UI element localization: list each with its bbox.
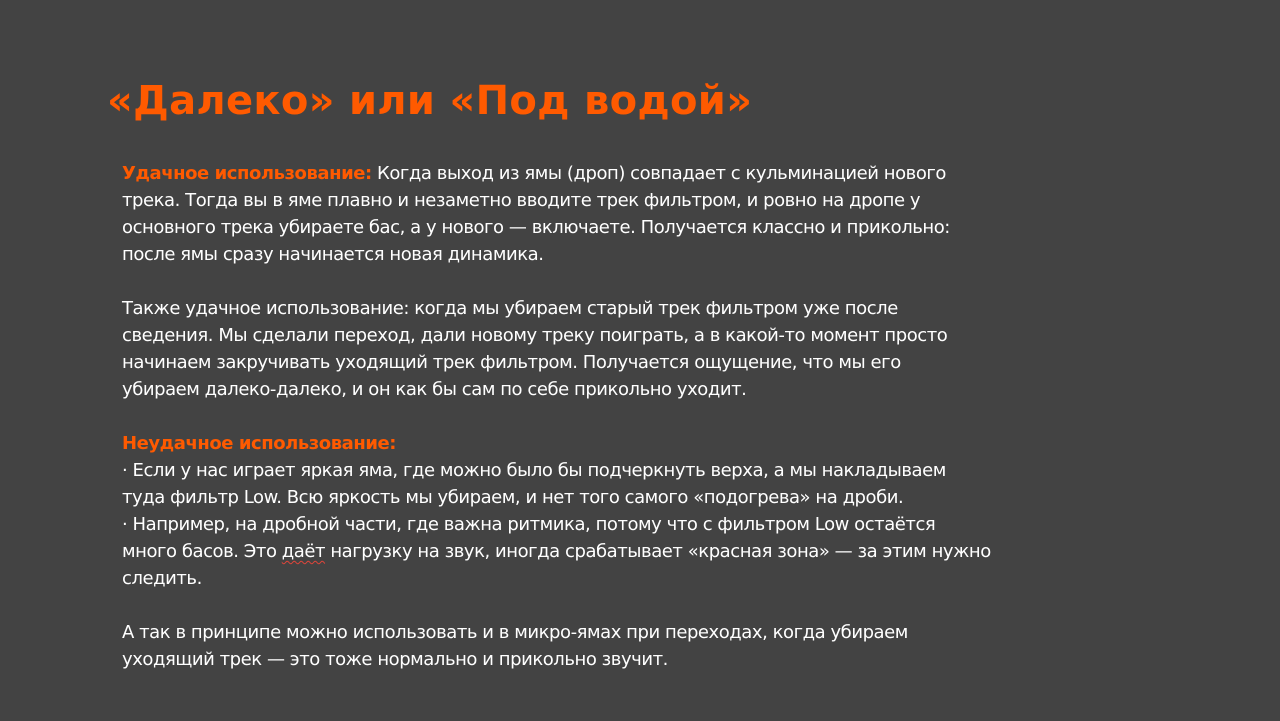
- also-good-line-1: Также удачное использование: когда мы убираем старый трек фильтром уже после: [122, 298, 898, 319]
- good-use-label: Удачное использование:: [122, 163, 372, 184]
- good-use-text-1: Когда выход из ямы (дроп) совпадает с кульминацией нового: [371, 163, 946, 184]
- also-good-paragraph: [122, 295, 1132, 403]
- conclusion-line-1: А так в принципе можно использовать и в микро-ямах при переходах, когда убираем: [122, 622, 908, 643]
- conclusion-line-2: уходящий трек — это тоже нормально и прикольно звучит.: [122, 649, 668, 670]
- bad-use-line-4-start: много басов. Это: [122, 541, 282, 562]
- good-use-line-2: трека. Тогда вы в яме плавно и незаметно вводите трек фильтром, и ровно на дропе у: [122, 190, 921, 211]
- bad-use-line-4-end: нагрузку на звук, иногда срабатывает «красная зона» — за этим нужно: [325, 541, 991, 562]
- bad-use-line-4: [122, 538, 1132, 565]
- bad-use-line-1: · Если у нас играет яркая яма, где можно было бы подчеркнуть верха, а мы накладываем: [122, 460, 946, 481]
- good-use-line-4: после ямы сразу начинается новая динамика.: [122, 244, 544, 265]
- slide-body: [122, 160, 1132, 673]
- conclusion-paragraph: [122, 619, 1132, 673]
- spellcheck-underlined-word: даёт: [281, 541, 326, 562]
- bad-use-line-5: следить.: [122, 568, 202, 589]
- good-use-line-1: [122, 160, 1132, 187]
- also-good-line-4: убираем далеко-далеко, и он как бы сам по себе прикольно уходит.: [122, 379, 747, 400]
- also-good-line-3: начинаем закручивать уходящий трек фильтром. Получается ощущение, что мы его: [122, 352, 901, 373]
- also-good-line-2: сведения. Мы сделали переход, дали новому треку поиграть, а в какой-то момент просто: [122, 325, 948, 346]
- slide-title: «Далеко» или «Под водой»: [107, 78, 753, 124]
- good-use-paragraph: [122, 160, 1132, 268]
- bad-use-line-2: туда фильтр Low. Всю яркость мы убираем, и нет того самого «подогрева» на дроби.: [122, 487, 904, 508]
- good-use-line-3: основного трека убираете бас, а у нового — включаете. Получается классно и прикольно:: [122, 217, 950, 238]
- bad-use-line-3: · Например, на дробной части, где важна ритмика, потому что с фильтром Low остаётся: [122, 514, 936, 535]
- bad-use-paragraph: [122, 430, 1132, 592]
- bad-use-label: Неудачное использование:: [122, 433, 396, 454]
